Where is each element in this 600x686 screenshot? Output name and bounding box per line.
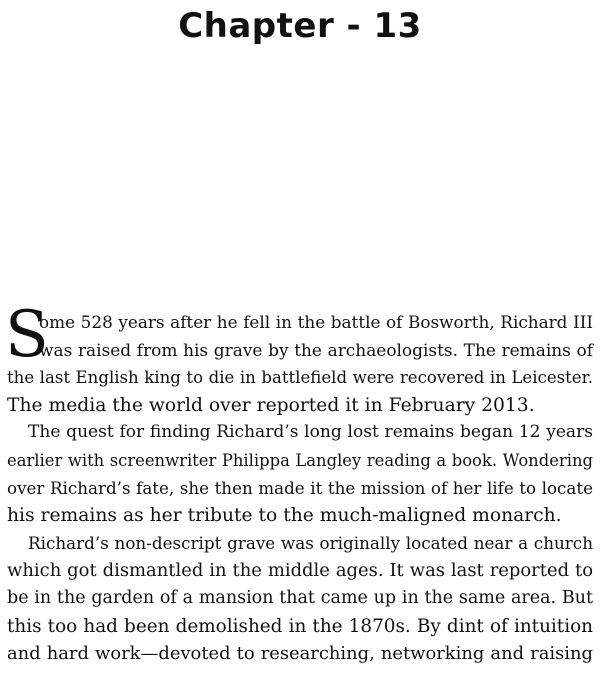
paragraph-3 — [7, 530, 593, 668]
text-line: was raised from his grave by the archaeologists. The remains of — [39, 339, 593, 360]
text-line: his remains as her tribute to the much-maligned monarch. — [7, 505, 562, 527]
chapter-body — [5, 298, 593, 668]
text-line: this too had been demolished in the 1870s. By dint of intuition — [7, 615, 593, 637]
text-line: The quest for finding Richard’s long lost remains began 12 years — [28, 422, 593, 443]
text-line: which got dismantled in the middle ages. It was last reported to — [7, 560, 593, 582]
text-line: over Richard’s fate, she then made it the mission of her life to locate — [7, 477, 593, 498]
text-line: be in the garden of a mansion that came up in the same area. But — [7, 587, 593, 608]
text-line: ome 528 years after he fell in the battle of Bosworth, Richard III — [39, 312, 593, 332]
text-line: Richard’s non-descript grave was originally located near a church — [28, 532, 593, 553]
chapter-title: Chapter - 13 — [178, 6, 422, 46]
text-line: and hard work—devoted to researching, networking and raising — [7, 643, 593, 665]
drop-cap-letter: S — [5, 298, 49, 372]
text-line: The media the world over reported it in February 2013. — [7, 394, 535, 416]
paragraph-2 — [7, 419, 593, 529]
text-line: the last English king to die in battlefield were recovered in Leicester. — [7, 368, 593, 388]
paragraph-1 — [5, 298, 593, 419]
text-line: earlier with screenwriter Philippa Langley reading a book. Wondering — [7, 450, 593, 470]
